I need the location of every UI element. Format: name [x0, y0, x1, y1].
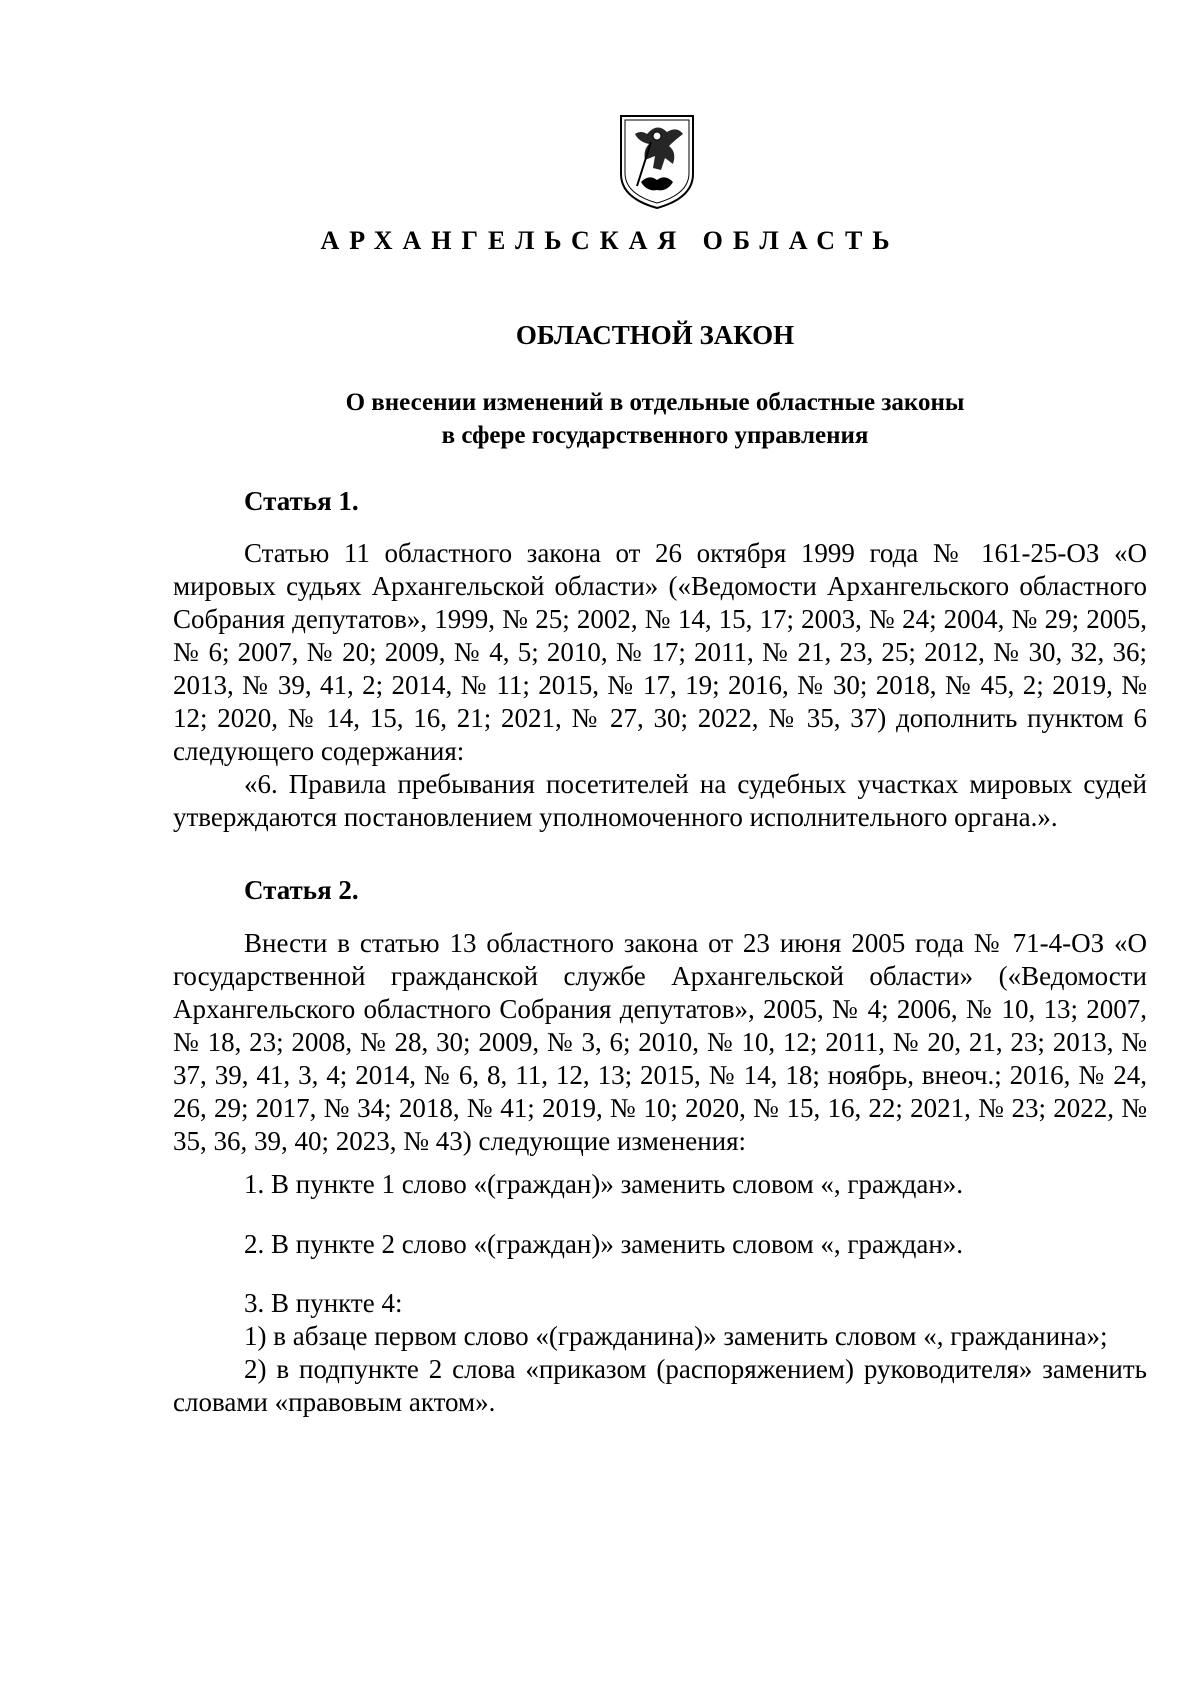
region-name: АРХАНГЕЛЬСКАЯ ОБЛАСТЬ: [320, 226, 900, 255]
article-1-paragraph-1: Статью 11 областного закона от 26 октября 1999 года № 161-25-ОЗ «О мировых судьях Архангельской области» («Ведомости Архангельского областного Собрания депутатов», 1999, № 25; 2002, № 14, 15, 17; 2003, № 24; 2004, № 29; 2005, № 6; 2007, № 20; 2009, № 4, 5; 2010, № 17; 2011, № 21, 23, 25; 2012, № 30, 32, 36; 2013, № 39, 41, 2; 2014, № 11; 2015, № 17, 19; 2016, № 30; 2018, № 45, 2; 2019, № 12; 2020, № 14, 15, 16, 21; 2021, № 27, 30; 2022, № 35, 37) дополнить пунктом 6 следующего содержания:: [173, 538, 1147, 766]
article-2-intro: [173, 927, 1147, 1158]
article-2-item-3: [173, 1287, 1147, 1419]
article-1-body: [173, 537, 1147, 834]
article-2-intro-paragraph: Внести в статью 13 областного закона от 23 июня 2005 года № 71-4-ОЗ «О государственной гражданской службе Архангельской области» («Ведомости Архангельского областного Собрания депутатов», 2005, № 4; 2006, № 10, 13; 2007, № 18, 23; 2008, № 28, 30; 2009, № 3, 6; 2010, № 10, 12; 2011, № 20, 21, 23; 2013, № 37, 39, 41, 3, 4; 2014, № 6, 8, 11, 12, 13; 2015, № 14, 18; ноябрь, внеоч.; 2016, № 24, 26, 29; 2017, № 34; 2018, № 41; 2019, № 10; 2020, № 15, 16, 22; 2021, № 23; 2022, № 35, 36, 39, 40; 2023, № 43) следующие изменения:: [173, 928, 1147, 1156]
article-2-heading: Статья 2.: [244, 875, 359, 905]
article-2-item-3-heading: 3. В пункте 4:: [244, 1288, 403, 1318]
article-2-item-3-subitem-1: 1) в абзаце первом слово «(гражданина)» заменить словом «, гражданина»;: [244, 1321, 1108, 1351]
article-2-item-2: 2. В пункте 2 слово «(граждан)» заменить словом «, граждан».: [244, 1229, 964, 1259]
article-1-heading: Статья 1.: [244, 486, 359, 516]
coat-of-arms-icon: [617, 112, 697, 212]
document-title: [0, 386, 1200, 452]
document-type: ОБЛАСТНОЙ ЗАКОН: [515, 320, 795, 350]
article-1-paragraph-2: «6. Правила пребывания посетителей на судебных участках мировых судей утверждаются постановлением уполномоченного исполнительного органа.».: [173, 769, 1147, 832]
article-2-item-1: 1. В пункте 1 слово «(граждан)» заменить словом «, граждан».: [244, 1169, 964, 1199]
article-2-item-3-subitem-2: 2) в подпункте 2 слова «приказом (распоряжением) руководителя» заменить словами «правовым актом».: [173, 1354, 1147, 1417]
document-title-line-2: в сфере государственного управления: [441, 422, 869, 449]
document-title-line-1: О внесении изменений в отдельные областные законы: [345, 389, 965, 416]
